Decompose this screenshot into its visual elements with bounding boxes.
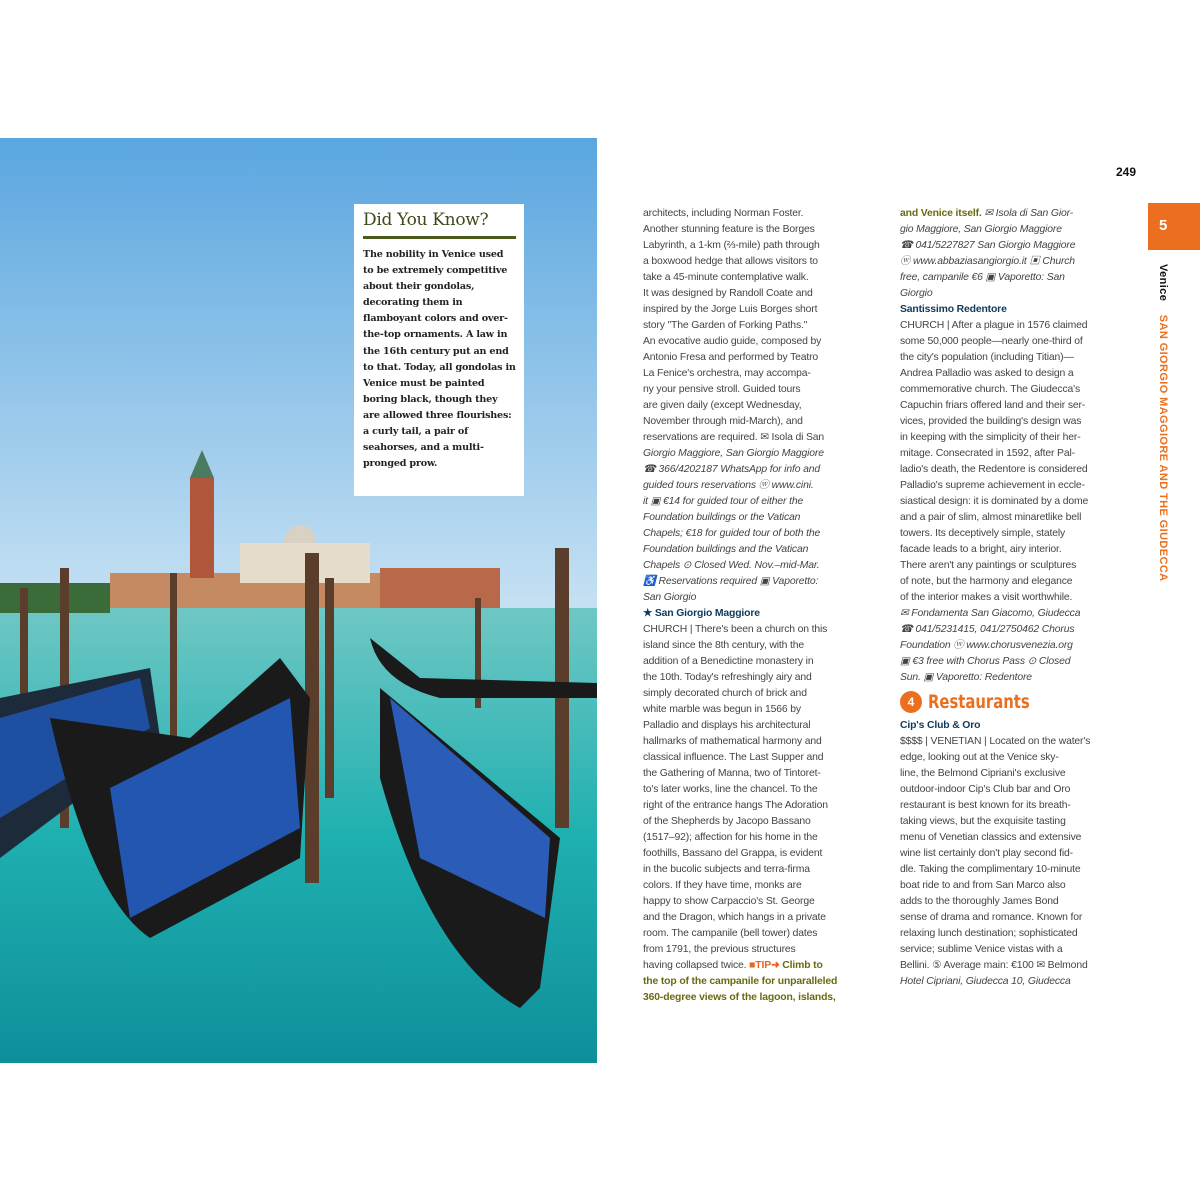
text-line: relaxing lunch destination; sophisticated [900,928,1078,939]
text-line: Palladio and displays his architectural [643,720,811,731]
text-line: are given daily (except Wednesday, [643,400,802,411]
text-line: vices, provided the building's design was [900,416,1082,427]
text-line: ♿ Reservations required ▣ Vaporetto: [643,576,819,587]
text-line: mitage. Consecrated in 1592, after Pal- [900,448,1075,459]
text-line: of note, but the harmony and elegance [900,576,1073,587]
running-head-section: SAN GIORGIO MAGGIORE AND THE GIUDECCA [1157,314,1169,582]
text-line: service; sublime Venice vistas with a [900,944,1063,955]
text-line: Antonio Fresa and performed by Teatro [643,352,819,363]
page-number: 249 [1116,165,1137,179]
entry-heading: ★ San Giorgio Maggiore [643,608,760,619]
text-line: Capuchin friars offered land and their ser- [900,400,1086,411]
text-line: ☎ 366/4202187 WhatsApp for info and [643,464,820,475]
text-line: Foundation ⓦ www.chorusvenezia.org [900,640,1073,651]
restaurants-heading [900,686,1058,718]
text-column-2 [900,206,1090,990]
text-line: in the bucolic subjects and terra-firma [643,864,810,875]
text-line: boat ride to and from San Marco also [900,880,1066,891]
running-head-city: Venice [1157,264,1169,302]
text-segment: and Venice itself. [900,208,982,219]
did-you-know-title: Did You Know? [363,210,489,230]
text-line: it ▣ €14 for guided tour of either the [643,496,804,507]
text-line: the city's population (including Titian)— [900,352,1074,363]
text-line: sense of drama and romance. Known for [900,912,1083,923]
text-line: some 50,000 people—nearly one-third of [900,336,1083,347]
restaurants-heading-label: Restaurants [928,691,1030,713]
text-line: the Gathering of Manna, two of Tintoret- [643,768,821,779]
text-line: and the Dragon, which hangs in a private [643,912,826,923]
text-line: adds to the thoroughly James Bond [900,896,1059,907]
text-line: Foundation buildings or the Vatican [643,512,801,523]
text-line: Labyrinth, a 1-km (⅔-mile) path through [643,240,820,251]
text-line [900,206,1090,222]
text-line: Another stunning feature is the Borges [643,224,815,235]
text-line: ⓦ www.abbaziasangiorgio.it ▣ Church [900,256,1075,267]
text-line: to's later works, line the chancel. To the [643,784,818,795]
text-line: ✉ Fondamenta San Giacomo, Giudecca [900,608,1081,619]
running-head [1156,264,1170,582]
text-line: edge, looking out at the Venice sky- [900,752,1059,763]
text-line: reservations are required. ✉ Isola di San [643,432,825,443]
text-line: Chapels; €18 for guided tour of both the [643,528,821,539]
text-line: It was designed by Randoll Coate and [643,288,813,299]
text-line: There aren't any paintings or sculptures [900,560,1077,571]
text-line: towers. Its deceptively simple, stately [900,528,1066,539]
text-line: CHURCH | After a plague in 1576 claimed [900,320,1088,331]
text-segment: Climb to [779,960,823,971]
text-column-1 [643,206,837,1006]
text-segment: ✉ Isola di San Gior- [981,208,1074,219]
text-line: free, campanile €6 ▣ Vaporetto: San [900,272,1065,283]
text-line: of the interior makes a visit worthwhile. [900,592,1073,603]
text-line: story "The Garden of Forking Paths." [643,320,808,331]
text-line: architects, including Norman Foster. [643,208,804,219]
text-line: An evocative audio guide, composed by [643,336,822,347]
text-line: Giorgio [900,288,933,299]
text-line: Hotel Cipriani, Giudecca 10, Giudecca [900,976,1071,987]
text-line: room. The campanile (bell tower) dates [643,928,818,939]
text-line: Andrea Palladio was asked to design a [900,368,1074,379]
did-you-know-body: The nobility in Venice used to be extremely competitive about their gondolas, decorating them in flamboyant colors and over-the-top ornaments. A law in the 16th century put an end to that. Today, all gondolas in Venice must be painted boring black, though they are allowed three flourishes: a curly tail, a pair of seahorses, and a multi-pronged prow. [363,249,516,470]
did-you-know-box [354,204,524,496]
text-line: La Fenice's orchestra, may accompa- [643,368,811,379]
text-line: Foundation buildings and the Vatican [643,544,809,555]
text-line: (1517–92); affection for his home in the [643,832,818,843]
text-line: ☎ 041/5227827 San Giorgio Maggiore [900,240,1076,251]
text-line: the 10th. Today's refreshingly airy and [643,672,812,683]
text-line: guided tours reservations ⓦ www.cini. [643,480,814,491]
text-line: wine list certainly don't play second fid- [900,848,1073,859]
text-line: island since the 8th century, with the [643,640,805,651]
text-line: outdoor-indoor Cip's Club bar and Oro [900,784,1071,795]
divider [363,236,516,239]
text-line: in keeping with the simplicity of their her- [900,432,1081,443]
text-line: the top of the campanile for unparalleled [643,976,838,987]
chapter-tab: 5 [1148,203,1200,250]
text-line: facade leads to a bright, airy interior. [900,544,1062,555]
text-line: inspired by the Jorge Luis Borges short [643,304,818,315]
text-line: Bellini. ⑤ Average main: €100 ✉ Belmond [900,960,1088,971]
text-line: of the Shepherds by Jacopo Bassano [643,816,811,827]
text-segment: ■TIP➜ [749,960,780,971]
text-line: hallmarks of mathematical harmony and [643,736,822,747]
text-line: right of the entrance hangs The Adoration [643,800,828,811]
text-line: white marble was begun in 1566 by [643,704,801,715]
text-line: take a 45-minute contemplative walk. [643,272,809,283]
text-line: foothills, Bassano del Grappa, is evident [643,848,823,859]
text-line: Giorgio Maggiore, San Giorgio Maggiore [643,448,824,459]
text-segment: having collapsed twice. [643,960,750,971]
text-line: Chapels ⊙ Closed Wed. Nov.–mid-Mar. [643,560,820,571]
text-line: line, the Belmond Cipriani's exclusive [900,768,1066,779]
text-line: San Giorgio [643,592,697,603]
text-line: colors. If they have time, monks are [643,880,802,891]
text-line: commemorative church. The Giudecca's [900,384,1081,395]
text-line: and a pair of slim, almost minaretlike bell [900,512,1082,523]
text-line: ☎ 041/5231415, 041/2750462 Chorus [900,624,1075,635]
text-line: November through mid-March), and [643,416,803,427]
text-line: ny your pensive stroll. Guided tours [643,384,801,395]
text-line: 360-degree views of the lagoon, islands, [643,992,836,1003]
text-line: happy to show Carpaccio's St. George [643,896,815,907]
text-line: gio Maggiore, San Giorgio Maggiore [900,224,1062,235]
text-line: $$$$ | VENETIAN | Located on the water's [900,736,1091,747]
text-line: ladio's death, the Redentore is considered [900,464,1088,475]
text-line: ▣ €3 free with Chorus Pass ⊙ Closed [900,656,1071,667]
text-line: Sun. ▣ Vaporetto: Redentore [900,672,1032,683]
text-line: CHURCH | There's been a church on this [643,624,828,635]
entry-heading: Santissimo Redentore [900,304,1007,315]
text-line [643,958,837,974]
text-line: taking views, but the exquisite tasting [900,816,1066,827]
text-line: a boxwood hedge that allows visitors to [643,256,818,267]
text-line: restaurant is best known for its breath- [900,800,1071,811]
text-line: Palladio's supreme achievement in eccle- [900,480,1085,491]
text-line: simply decorated church of brick and [643,688,807,699]
text-line: menu of Venetian classics and extensive [900,832,1082,843]
restaurant-number-icon: 4 [900,691,922,713]
text-line: siastical design: it is dominated by a dome [900,496,1089,507]
text-line: addition of a Benedictine monastery in [643,656,814,667]
text-line: from 1791, the previous structures [643,944,796,955]
entry-heading: Cip's Club & Oro [900,720,981,731]
text-line: dle. Taking the complimentary 10-minute [900,864,1081,875]
text-line: classical influence. The Last Supper and [643,752,824,763]
